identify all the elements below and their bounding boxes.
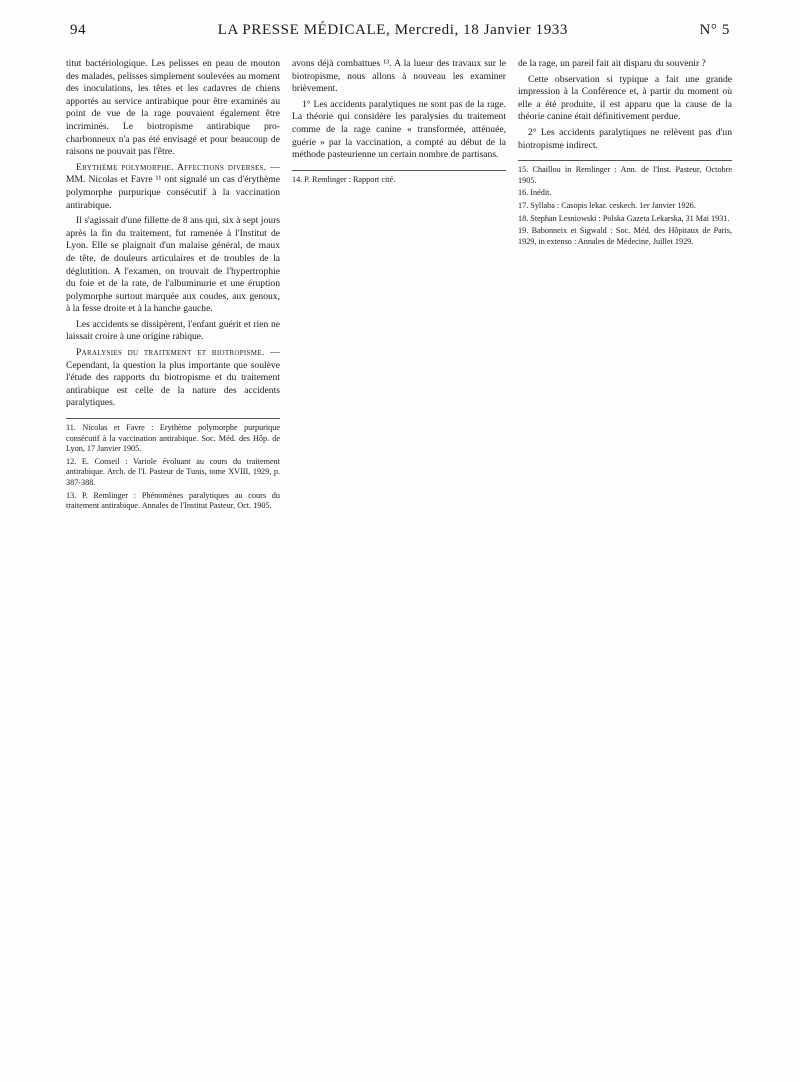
footnote: 15. Chaillou in Remlinger : Ann. de l'Inst. Pasteur, Octobre 1905.	[518, 165, 732, 185]
footnotes-col1	[66, 418, 280, 512]
section-text: MM. Nicolas et Favre ¹¹ ont signalé un cas d'érythème polymorphe purpurique consécutif à la vaccination antirabique.	[66, 174, 280, 211]
paragraph: titut bactériologique. Les pelisses en peau de mouton des malades, pelisses simplement soulevées au moment des inoculations, les têtes et les cadavres de chiens apportés au service antirabique pour être examinés au point de vue de la rage pouvaient également être incriminés. Le biotropisme antirabique pro-charbonneux n'a pas été envisagé et pour beaucoup de raisons ne pouvait pas l'être.	[66, 58, 280, 158]
footnote: 16. Inédit.	[518, 188, 552, 198]
footnote: 19. Babonneix et Sigwald : Soc. Méd. des Hôpitaux de Paris, 1929, in extenso : Annales de Médecine, Juillet 1929.	[518, 226, 732, 246]
section-heading: Paralysies du traitement et biotropisme. —	[76, 347, 280, 359]
footnotes-col2	[292, 170, 506, 186]
footnote: 12. E. Conseil : Variole évoluant au cours du traitement antirabique. Arch. de l'I. Pasteur de Tunis, tome XVIII, 1929, p. 387-388.	[66, 456, 280, 487]
journal-title: LA PRESSE MÉDICALE	[217, 22, 387, 38]
section-heading: Erythème polymorphe. Affections diverses. —	[76, 161, 280, 173]
paragraph	[66, 347, 280, 410]
footnote: 11. Nicolas et Favre : Erythème polymorphe purpurique consécutif à la vaccination antirabique. Soc. Méd. des Hôp. de Lyon, 17 Janvier 1905.	[66, 423, 280, 454]
section-text: Cependant, la question la plus importante que soulève l'étude des rapports du biotropisme et du traitement antirabique est celle de la nature des accidents paralytiques.	[66, 359, 280, 409]
paragraph: 2° Les accidents paralytiques ne relèvent pas d'un biotropisme indirect.	[518, 126, 732, 151]
article-columns	[66, 58, 734, 1058]
footnote: 17. Syllaba : Casopis lekar. ceskech. 1er Janvier 1926.	[518, 200, 696, 210]
running-header: 94 LA PRESSE MÉDICALE, Mercredi, 18 Janvier 1933 N° 5	[70, 22, 730, 38]
page-number: 94	[70, 22, 87, 38]
paragraph: de la rage, un pareil fait ait disparu du souvenir ?	[518, 58, 706, 69]
column-3	[518, 58, 732, 1058]
paragraph	[66, 162, 280, 212]
footnote: 14. P. Remlinger : Rapport cité.	[292, 174, 396, 184]
paragraph: avons déjà combattues ¹³. A la lueur des travaux sur le biotropisme, nous allons à nouveau les examiner brièvement.	[292, 58, 506, 95]
paragraph: 1° Les accidents paralytiques ne sont pas de la rage. La théorie qui considère les paralysies du traitement comme de la rage canine « transformée, atténuée, guérie » par la vaccination, a compté au début de la méthode pasteurienne un certain nombre de partisans.	[292, 98, 506, 161]
column-1	[66, 58, 280, 1058]
issue-number: N° 5	[699, 22, 730, 38]
paragraph: Il s'agissait d'une fillette de 8 ans qui, six à sept jours après la fin du traitement, fut ramenée à l'Institut de Lyon. Elle se plaignait d'un malaise général, de maux de tête, de douleurs articulaires et de troubles de la déglutition. A l'examen, on trouvait de l'hypertrophie du foie et de la rate, de l'albuminurie et une éruption polymorphe surtout marquée aux coudes, aux genoux, à la fesse droite et à la hanche gauche.	[66, 215, 280, 315]
issue-date: Mercredi, 18 Janvier 1933	[394, 22, 569, 38]
footnote: 18. Stephan Lesniowski : Polska Gazeta Lekarska, 31 Mai 1931.	[518, 213, 730, 223]
column-2	[292, 58, 506, 1058]
footnotes-col3	[518, 160, 732, 247]
footnote: 13. P. Remlinger : Phénomènes paralytiques au cours du traitement antirabique. Annales de l'Institut Pasteur, Oct. 1905.	[66, 490, 280, 511]
paragraph: Les accidents se dissipèrent, l'enfant guérit et rien ne laissait croire à une origine rabique.	[66, 318, 280, 343]
paragraph: Cette observation si typique a fait une grande impression à la Conférence et, à partir du moment où elle a été produite, il est apparu que la cause de la théorie canine était définitivement perdue.	[518, 73, 732, 123]
